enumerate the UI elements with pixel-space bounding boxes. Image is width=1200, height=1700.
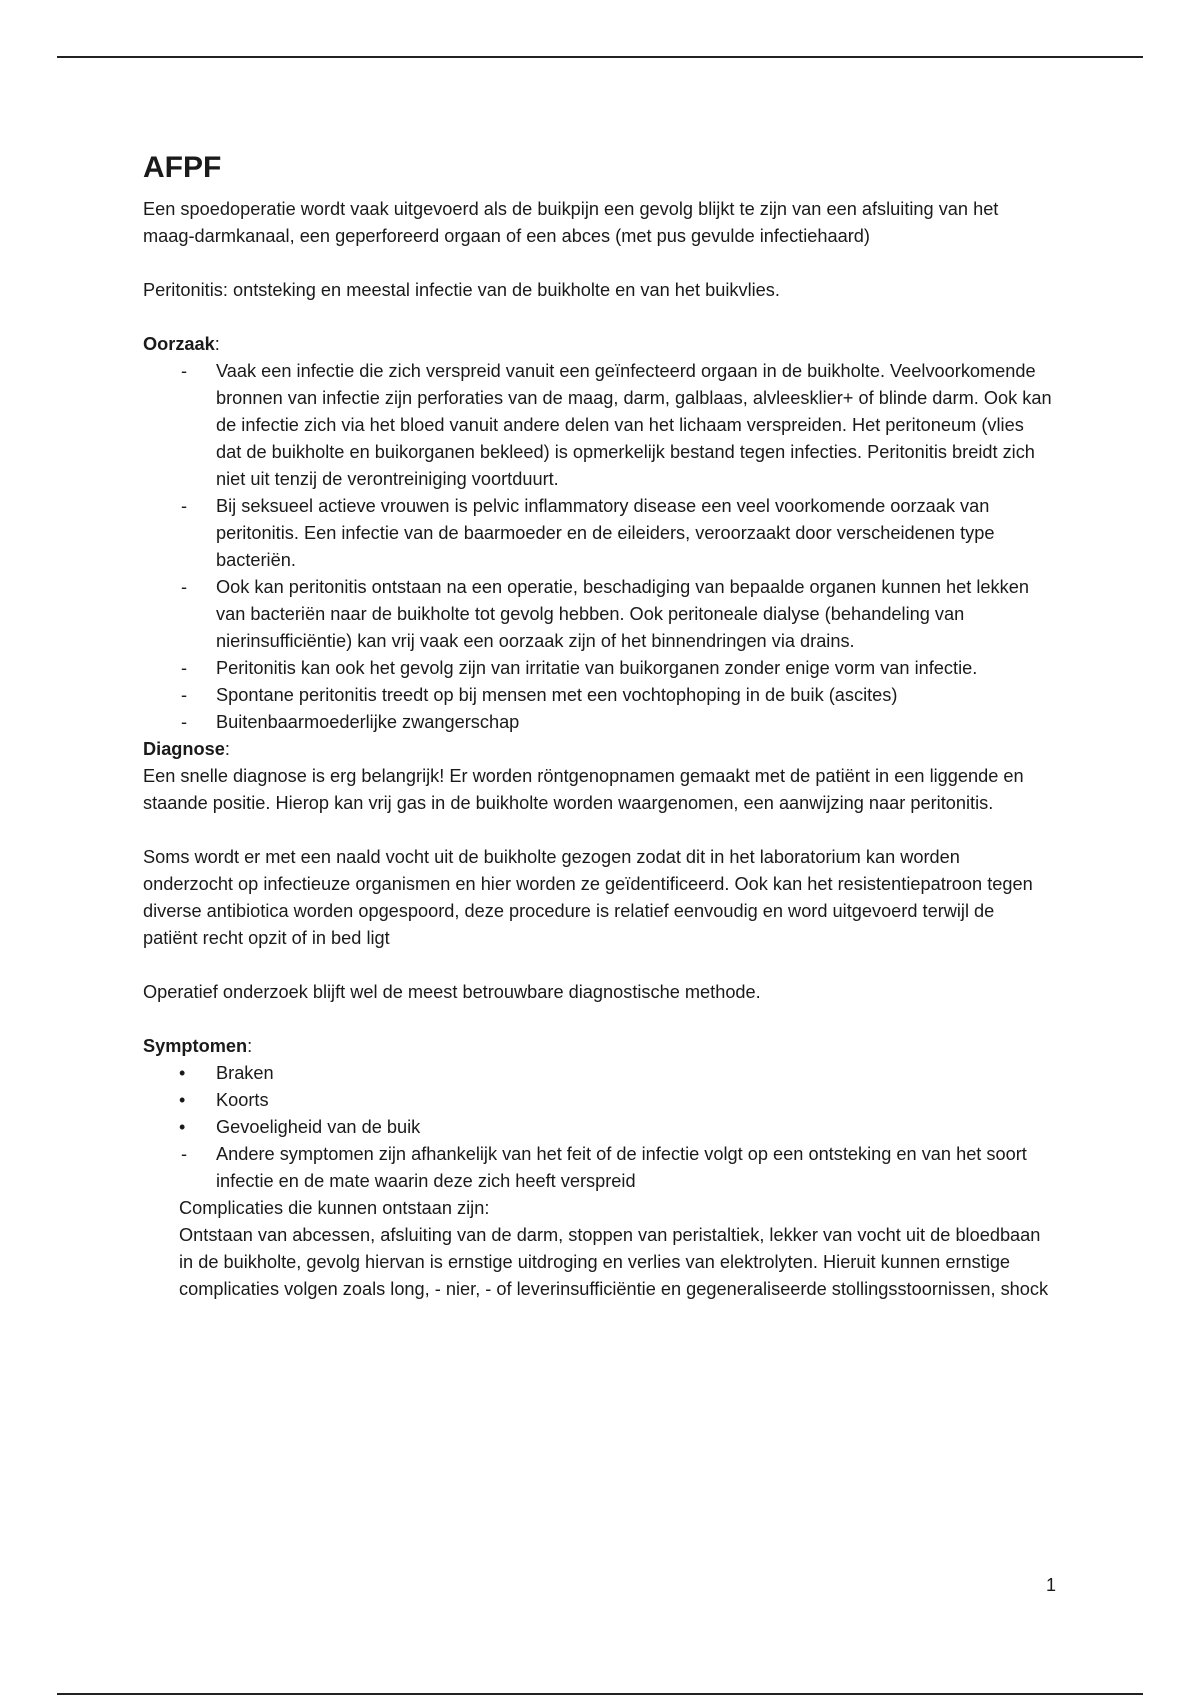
list-item: - Spontane peritonitis treedt op bij mensen met een vochtophoping in de buik (ascites) (181, 685, 898, 705)
page-number: 1 (1046, 1575, 1057, 1595)
bullet-icon: • (179, 1063, 186, 1083)
cause-list (143, 358, 1053, 736)
list-item: • Gevoeligheid van de buik (143, 1114, 1053, 1141)
symptoms-heading-line: Symptomen: (143, 1036, 253, 1056)
list-item: • Koorts (143, 1087, 1053, 1114)
page-title: AFPF (143, 151, 222, 184)
list-item: - Ook kan peritonitis ontstaan na een operatie, beschadiging van bepaalde organen kunnen het lekken van bacteriën naar de buikholte tot gevolg hebben. Ook peritoneale dialyse (behandeling van nierinsufficiëntie) kan vrij vaak een oorzaak zijn of het binnendringen via drains. (181, 577, 1029, 651)
list-item: - Bij seksueel actieve vrouwen is pelvic inflammatory disease een veel voorkomende oorzaak van peritonitis. Een infectie van de baarmoeder en de eileiders, veroorzaakt door verscheidenen type bacteriën. (181, 496, 995, 570)
header-rule (57, 56, 1143, 58)
list-item: - Buitenbaarmoederlijke zwangerschap (181, 712, 520, 732)
diagnosis-paragraph-1: Een snelle diagnose is erg belangrijk! Er worden röntgenopnamen gemaakt met de patiënt in een liggende en staande positie. Hierop kan vrij gas in de buikholte worden waargenomen, een aanwijzing naar peritonitis. (143, 766, 1024, 813)
cause-heading-line: Oorzaak: (143, 334, 220, 354)
intro-paragraph: Een spoedoperatie wordt vaak uitgevoerd als de buikpijn een gevolg blijkt te zijn van een afsluiting van het maag-darmkanaal, een geperforeerd orgaan of een abces (met pus gevulde infectiehaard) (143, 199, 999, 246)
diagnosis-paragraph-3: Operatief onderzoek blijft wel de meest betrouwbare diagnostische methode. (143, 982, 761, 1002)
list-item: - Vaak een infectie die zich verspreid vanuit een geïnfecteerd orgaan in de buikholte. Veelvoorkomende bronnen van infectie zijn perforaties van de maag, darm, galblaas, alvleesklier+ of blinde darm. Ook kan de infectie zich via het bloed vanuit andere delen van het lichaam verspreiden. Het peritoneum (vlies dat de buikholte en buikorganen bekleed) is opmerkelijk bestand tegen infecties. Peritonitis breidt zich niet uit tenzij de verontreiniging voortduurt. (181, 361, 1052, 489)
complications-label: Complicaties die kunnen ontstaan zijn: (179, 1198, 490, 1218)
symptoms-list (143, 1060, 1053, 1141)
symptoms-heading: Symptomen (143, 1036, 248, 1056)
document-body (143, 148, 1053, 1303)
footer-rule (57, 1693, 1143, 1695)
list-item: - Andere symptomen zijn afhankelijk van het feit of de infectie volgt op een ontsteking en van het soort infectie en de mate waarin deze zich heeft verspreid (181, 1144, 1027, 1191)
diagnosis-paragraph-2: Soms wordt er met een naald vocht uit de buikholte gezogen zodat dit in het laboratorium kan worden onderzocht op infectieuze organismen en hier worden ze geïdentificeerd. Ook kan het resistentiepatroon tegen diverse antibiotica worden opgespoord, deze procedure is relatief eenvoudig en word uitgevoerd terwijl de patiënt recht opzit of in bed ligt (143, 847, 1033, 948)
diagnosis-heading: Diagnose (143, 739, 225, 759)
list-item: • Braken (143, 1060, 1053, 1087)
bullet-icon: • (179, 1090, 186, 1110)
diagnosis-heading-line: Diagnose: (143, 739, 230, 759)
complications-text: Ontstaan van abcessen, afsluiting van de darm, stoppen van peristaltiek, lekker van vocht uit de bloedbaan in de buikholte, gevolg hiervan is ernstige uitdroging en verlies van elektrolyten. Hieruit kunnen ernstige complicaties volgen zoals long, - nier, - of leverinsufficiëntie en gegeneraliseerde stollingsstoornissen, shock (179, 1225, 1049, 1299)
symptoms-dash-list (143, 1141, 1053, 1195)
list-item: - Peritonitis kan ook het gevolg zijn van irritatie van buikorganen zonder enige vorm van infectie. (181, 658, 978, 678)
definition-paragraph: Peritonitis: ontsteking en meestal infectie van de buikholte en van het buikvlies. (143, 280, 780, 300)
bullet-icon: • (179, 1117, 186, 1137)
cause-heading: Oorzaak (143, 334, 215, 354)
